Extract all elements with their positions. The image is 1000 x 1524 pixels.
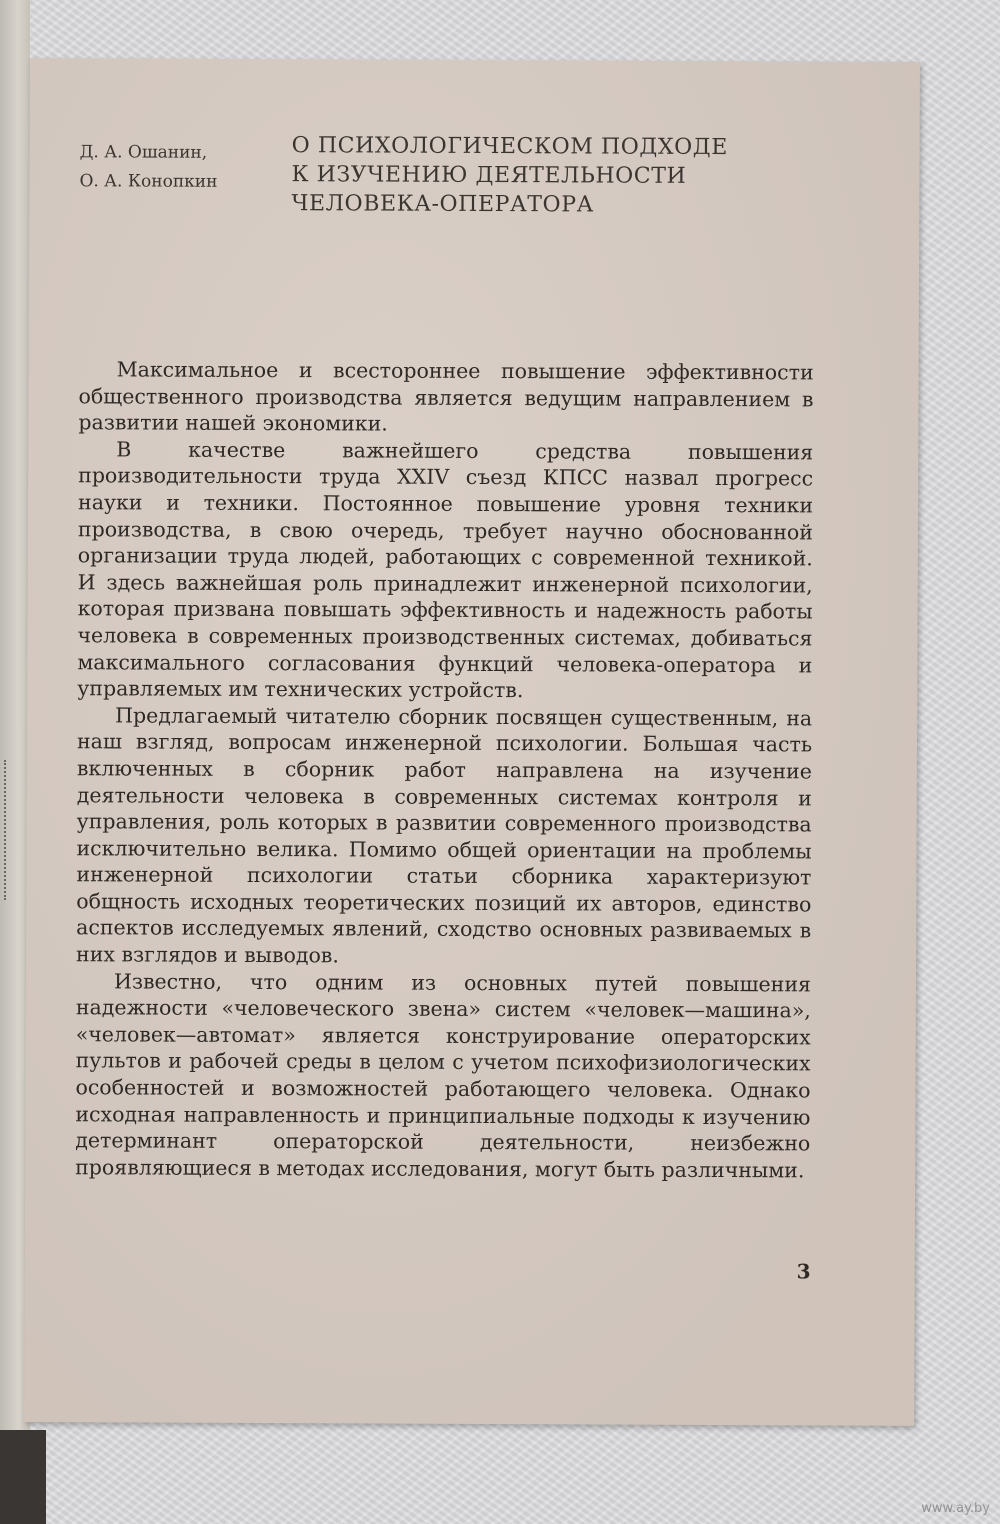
site-watermark: www.ay.by (921, 1501, 990, 1516)
title-line: К ИЗУЧЕНИЮ ДЕЯТЕЛЬНОСТИ (291, 162, 687, 189)
authors-block (79, 138, 269, 197)
title-line: О ПСИХОЛОГИЧЕСКОМ ПОДХОДЕ (291, 133, 728, 161)
article-body (75, 356, 814, 1184)
book-page (24, 58, 920, 1426)
body-paragraph: Предлагаемый читателю сборник посвящен существенным, на наш взгляд, вопросам инженерной психологии. Большая часть включенных в сборник работ направлена на изучение деятельности человека в современных системах контроля и управления, роль которых в развитии современного производства исключительно велика. Помимо общей ориентации на проблемы инженерной психологии статьи сборника характеризуют общность исходных теоретических позиций их авторов, единство аспектов исследуемых явлений, сходство основных развиваемых в них взглядов и выводов. (76, 703, 813, 968)
title-line: ЧЕЛОВЕКА-ОПЕРАТОРА (291, 191, 594, 218)
page-edge-marks (4, 760, 12, 900)
body-paragraph: Максимальное и всестороннее повышение эффективности общественного производства является ведущим направлением в развитии нашей экономики. (78, 357, 814, 436)
article-title (291, 131, 811, 220)
body-paragraph: В качестве важнейшего средства повышения производительности труда XXIV съезд КПСС назвал прогресс науки и техники. Постоянное повышение уровня техники производства, в свою очередь, требует научно обоснованной организации труда людей, работающих с современной техникой. И здесь важнейшая роль принадлежит инженерной психологии, которая призвана повышать эффективность и надежность работы человека в современных производственных системах, добиваться максимального согласования функций человека-оператора и управляемых им технических устройств. (77, 437, 814, 703)
book-cover-edge (0, 1430, 46, 1524)
page-number: 3 (796, 1259, 811, 1284)
author-name: О. А. Конопкин (79, 171, 218, 192)
author-name: Д. А. Ошанин, (79, 142, 208, 163)
body-paragraph: Известно, что одним из основных путей повышения надежности «человеческого звена» систем «человек—машина», «человек—автомат» является конструирование операторских пультов и рабочей среды в целом с учетом психофизиологических особенностей и возможностей работающего человека. Однако исходная направленность и принципиальные подходы к изучению детерминант операторской деятельности, неизбежно проявляющиеся в методах исследования, могут быть различными. (75, 969, 812, 1183)
